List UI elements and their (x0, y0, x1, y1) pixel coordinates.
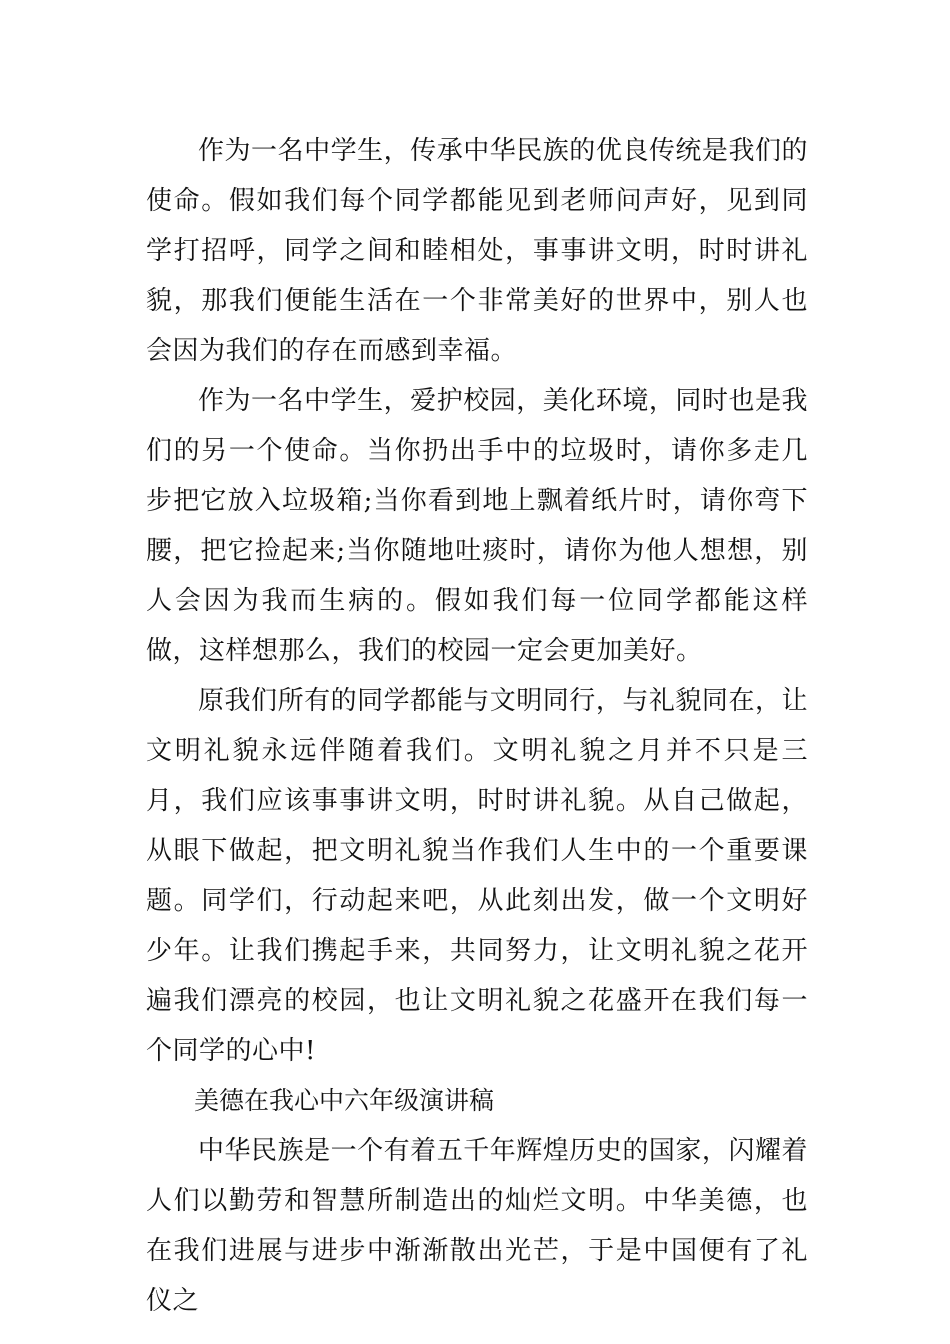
paragraph-2: 作为一名中学生，爱护校园，美化环境，同时也是我们的另一个使命。当你扔出手中的垃圾时，请你多走几步把它放入垃圾箱;当你看到地上飘着纸片时，请你弯下腰，把它捡起来;当你随地吐痰时，请你为他人想想，别人会因为我而生病的。假如我们每一位同学都能这样做，这样想那么，我们的校园一定会更加美好。 (146, 386, 808, 666)
section-paragraph-1: 中华民族是一个有着五千年辉煌历史的国家，闪耀着人们以勤劳和智慧所制造出的灿烂文明。中华美德，也在我们进展与进步中渐渐散出光芒，于是中国便有了礼仪之 (146, 1136, 808, 1316)
paragraph-3: 原我们所有的同学都能与文明同行，与礼貌同在，让文明礼貌永远伴随着我们。文明礼貌之月并不只是三月，我们应该事事讲文明，时时讲礼貌。从自己做起，从眼下做起，把文明礼貌当作我们人生中的一个重要课题。同学们，行动起来吧，从此刻出发，做一个文明好少年。让我们携起手来，共同努力，让文明礼貌之花开遍我们漂亮的校园，也让文明礼貌之花盛开在我们每一个同学的心中! (146, 686, 808, 1066)
paragraph-1: 作为一名中学生，传承中华民族的优良传统是我们的使命。假如我们每个同学都能见到老师问声好，见到同学打招呼，同学之间和睦相处，事事讲文明，时时讲礼貌，那我们便能生活在一个非常美好的世界中，别人也会因为我们的存在而感到幸福。 (146, 136, 808, 366)
document-body (146, 126, 808, 1326)
section-title: 美德在我心中六年级演讲稿 (194, 1086, 495, 1115)
